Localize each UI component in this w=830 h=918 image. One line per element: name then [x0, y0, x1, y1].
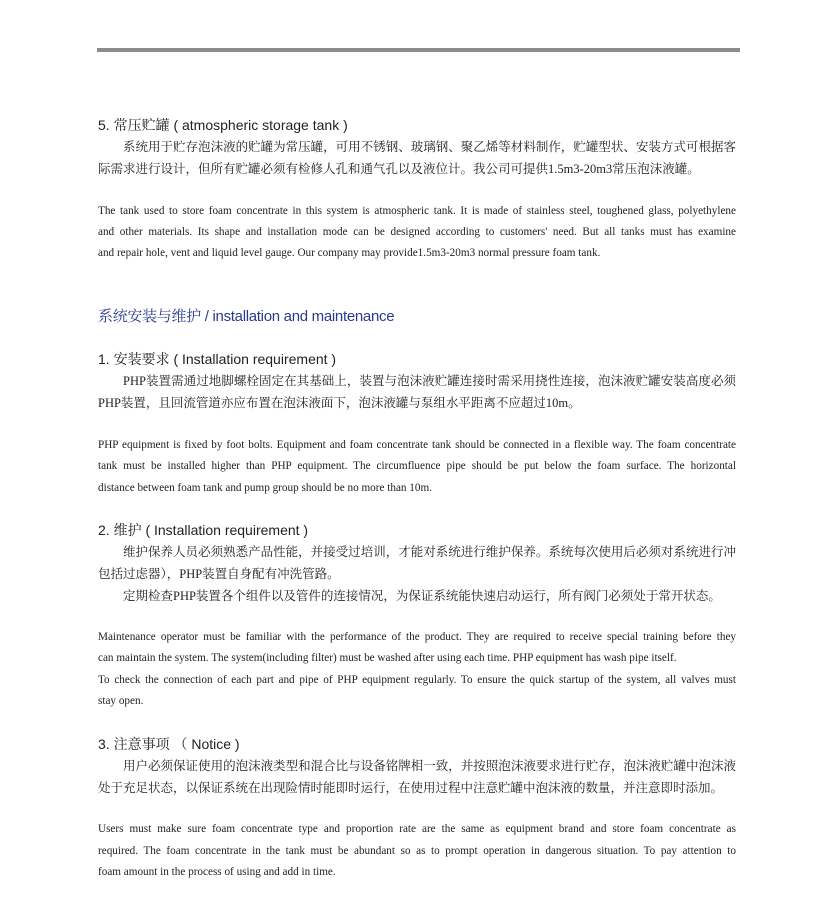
subsection-heading: 1. 安装要求 ( Installation requirement )	[98, 351, 337, 367]
chinese-paragraph-line: 包括过虑器），PHP装置自身配有冲洗管路。	[98, 567, 340, 581]
english-paragraph-line: The tank used to store foam concentrate in this system is atmospheric tank. It is made of stainless steel, toughened glass, polyethylene	[98, 205, 736, 218]
english-paragraph-line: tank must be installed higher than PHP equipment. The circumfluence pipe should be put below the foam surface. The horizontal	[98, 460, 736, 473]
english-paragraph-line: distance between foam tank and pump group should be no more than 10m.	[98, 482, 432, 495]
english-paragraph-line: foam amount in the process of using and add in time.	[98, 866, 336, 879]
english-paragraph-line: can maintain the system. The system(including filter) must be washed after using each time. PHP equipment has wash pipe itself.	[98, 652, 677, 665]
english-paragraph-line: stay open.	[98, 695, 144, 708]
chinese-paragraph-line: 处于充足状态，以保证系统在出现险情时能即时运行，在使用过程中注意贮罐中泡沫液的数量，并注意即时添加。	[98, 781, 724, 795]
chinese-paragraph-line: 系统用于贮存泡沫液的贮罐为常压罐，可用不锈钢、玻璃钢、聚乙烯等材料制作，贮罐型状、安装方式可根据客	[123, 140, 736, 154]
chinese-paragraph-line: 际需求进行设计，但所有贮罐必须有检修人孔和通气孔以及液位计。我公司可提供1.5m3-20m3常压泡沫液罐。	[98, 162, 700, 176]
section-title: 系统安装与维护 / installation and maintenance	[98, 308, 395, 325]
chinese-paragraph-line: 定期检查PHP装置各个组件以及管件的连接情况，为保证系统能快速启动运行，所有阀门必须处于常开状态。	[123, 589, 721, 603]
chinese-paragraph-line: 用户必须保证使用的泡沫液类型和混合比与设备铭牌相一致，并按照泡沫液要求进行贮存，泡沫液贮罐中泡沫液	[123, 759, 736, 773]
top-divider	[97, 48, 740, 52]
english-paragraph-line: and repair hole, vent and liquid level gauge. Our company may provide1.5m3-20m3 normal pressure foam tank.	[98, 247, 601, 260]
english-paragraph-line: and other materials. Its shape and installation mode can be designed according to customers' need. But all tanks must has examine	[98, 226, 736, 239]
subsection-heading: 2. 维护 ( Installation requirement )	[98, 522, 309, 538]
chinese-paragraph-line: 维护保养人员必须熟悉产品性能，并接受过培训，才能对系统进行维护保养。系统每次使用后必须对系统进行冲	[123, 545, 736, 559]
english-paragraph-line: required. The foam concentrate in the tank must be abundant so as to prompt operation in dangerous situation. To pay attention to	[98, 845, 736, 858]
chinese-paragraph-line: PHP装置，且回流管道亦应布置在泡沫液面下，泡沫液罐与泵组水平距离不应超过10m。	[98, 396, 581, 410]
english-paragraph-line: Users must make sure foam concentrate type and proportion rate are the same as equipment brand and store foam concentrate as	[98, 823, 736, 836]
section-heading: 5. 常压贮罐 ( atmospheric storage tank )	[98, 117, 348, 133]
english-paragraph-line: To check the connection of each part and pipe of PHP equipment regularly. To ensure the quick startup of the system, all valves must	[98, 674, 736, 687]
subsection-heading: 3. 注意事项 （ Notice )	[98, 736, 240, 752]
chinese-paragraph-line: PHP装置需通过地脚螺栓固定在其基础上，装置与泡沫液贮罐连接时需采用挠性连接，泡沫液贮罐安装高度必须	[123, 374, 736, 388]
english-paragraph-line: PHP equipment is fixed by foot bolts. Equipment and foam concentrate tank should be connected in a flexible way. The foam concentrate	[98, 439, 736, 452]
english-paragraph-line: Maintenance operator must be familiar with the performance of the product. They are required to receive special training before they	[98, 631, 736, 644]
